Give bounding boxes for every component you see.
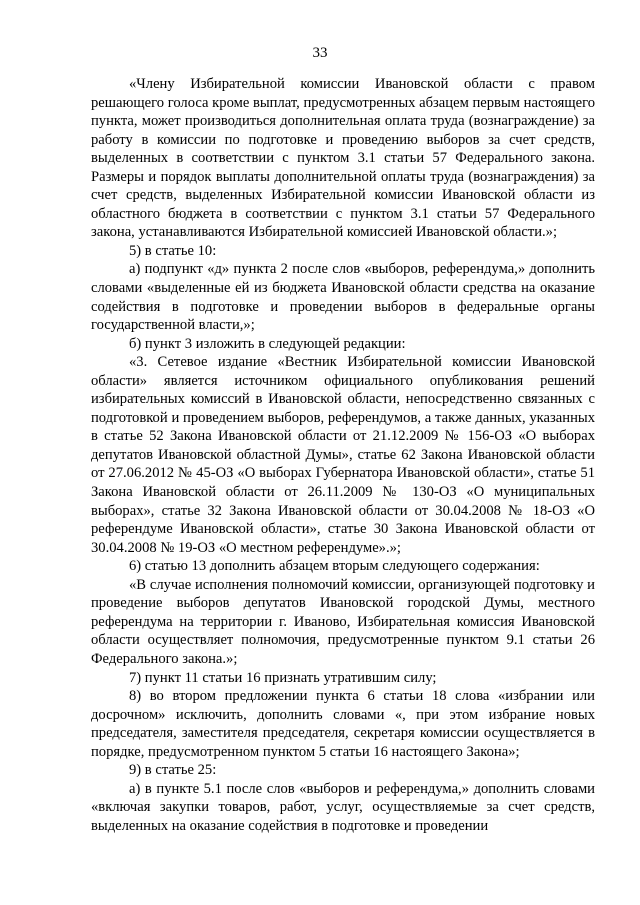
paragraph-item-5: 5) в статье 10: [129, 242, 217, 259]
paragraph-network-publication: «3. Сетевое издание «Вестник Избирательной комиссии Ивановской области» является источником официального опубликования решений избирательных комиссий в Ивановской области, непосредственно связанных с подготовкой и проведением выборов, референдумов, а также данных, указанных в статье 52 Закона Ивановской области от 21.12.2009 № 156-ОЗ «О выборах депутатов Ивановской областной Думы», статье 62 Закона Ивановской области от 27.06.2012 № 45-ОЗ «О выборах Губернатора Ивановской области», статье 51 Закона Ивановской области от 26.11.2009 № 130-ОЗ «О муниципальных выборах», статье 32 Закона Ивановской области от 30.04.2008 № 18-ОЗ «О референдуме Ивановской области», статье 30 Закона Ивановской области от 30.04.2008 № 19-ОЗ «О местном референдуме».»; [91, 354, 595, 556]
paragraph-item-9: 9) в статье 25: [129, 762, 217, 779]
paragraph-item-5b: б) пункт 3 изложить в следующей редакции: [129, 335, 406, 352]
paragraph-item-6: 6) статью 13 дополнить абзацем вторым следующего содержания: [129, 558, 540, 575]
paragraph-item-7: 7) пункт 11 статьи 16 признать утратившим силу; [129, 669, 437, 686]
paragraph-item-9a: а) в пункте 5.1 после слов «выборов и референдума,» дополнить словами «включая закупки товаров, работ, услуг, осуществляемые за счет средств, выделенных на оказание содействия в подготовке и проведении [91, 780, 595, 834]
page-number: 33 [312, 45, 328, 61]
document-body [91, 75, 595, 835]
paragraph-item-6-text: «В случае исполнения полномочий комиссии, организующей подготовку и проведение выборов депутатов Ивановской городской Думы, местного референдума на территории г. Иваново, Избирательная комиссия Ивановской области осуществляет полномочия, предусмотренные пунктом 9.1 статьи 26 Федерального закона.»; [91, 576, 595, 667]
paragraph-item-8: 8) во втором предложении пункта 6 статьи 18 слова «избрании или досрочном» исключить, дополнить словами «, при этом избрание новых председателя, заместителя председателя, секретаря комиссии осуществляется в порядке, предусмотренном пунктом 5 статьи 16 настоящего Закона»; [91, 688, 595, 760]
paragraph-item-5a: а) подпункт «д» пункта 2 после слов «выборов, референдума,» дополнить словами «выделенные ей из бюджета Ивановской области средства на оказание содействия в подготовке и проведении выборов в федеральные органы государственной власти,»; [91, 261, 595, 334]
paragraph-remuneration-clause: «Члену Избирательной комиссии Ивановской области с правом решающего голоса кроме выплат, предусмотренных абзацем первым настоящего пункта, может производиться дополнительная оплата труда (вознаграждение) за работу в комиссии по подготовке и проведению выборов за счет средств, выделенных в соответствии с пунктом 3.1 статьи 57 Федерального закона. Размеры и порядок выплаты дополнительной оплаты труда (вознаграждения) за счет средств, выделенных Избирательной комиссии Ивановской области из областного бюджета в соответствии с пунктом 3.1 статьи 57 Федерального закона, устанавливаются Избирательной комиссией Ивановской области.»; [91, 76, 595, 241]
